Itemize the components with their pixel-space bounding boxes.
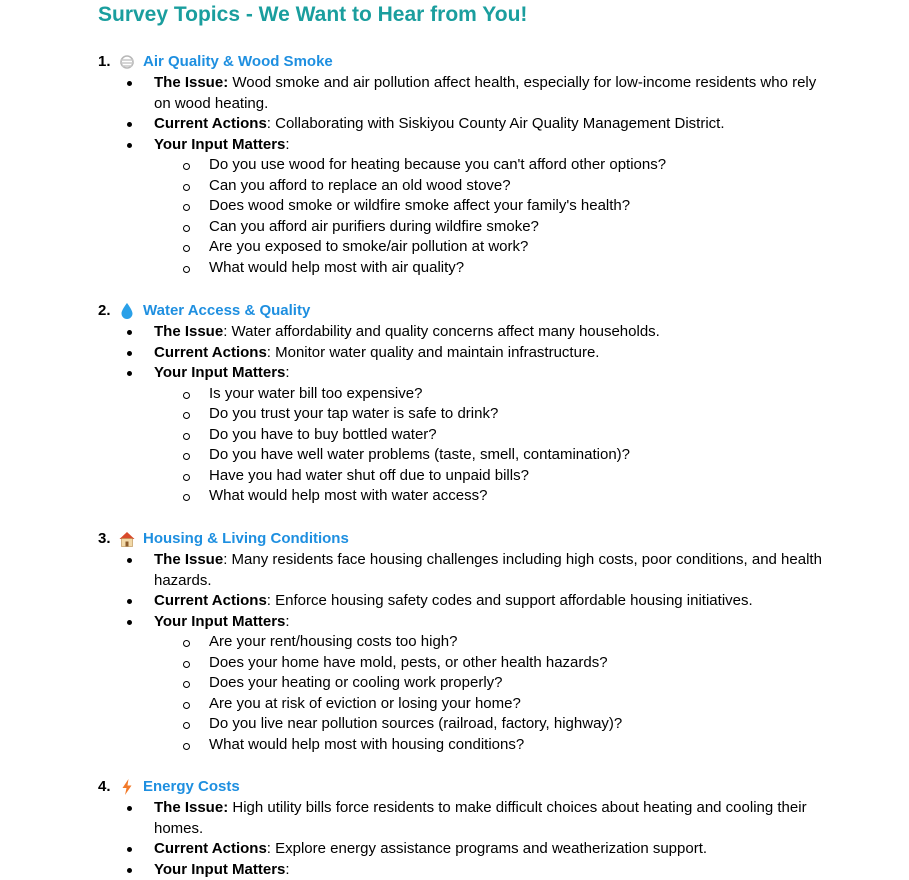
question-item: What would help most with air quality? — [209, 259, 465, 276]
issue-text — [154, 550, 834, 591]
question-item: Have you had water shut off due to unpaid bills? — [209, 467, 529, 484]
bullet-icon — [127, 806, 132, 811]
issue-label: The Issue — [154, 323, 224, 340]
actions-label: Current Actions — [154, 592, 267, 609]
question-item: Do you have well water problems (taste, smell, contamination)? — [209, 446, 631, 463]
input-suffix: : — [285, 861, 290, 878]
sub-bullet-icon — [183, 266, 190, 273]
input-heading — [154, 363, 834, 384]
input-label: Your Input Matters — [154, 136, 286, 153]
issue-label: The Issue: — [154, 799, 229, 816]
question-item: Can you afford to replace an old wood stove? — [209, 177, 511, 194]
actions-text — [154, 839, 834, 860]
question-item: Do you use wood for heating because you can't afford other options? — [209, 156, 667, 173]
input-heading — [154, 135, 834, 156]
question-item: Can you afford air purifiers during wildfire smoke? — [209, 218, 539, 235]
actions-label: Current Actions — [154, 115, 267, 132]
sub-bullet-icon — [183, 453, 190, 460]
input-heading — [154, 860, 834, 880]
input-suffix: : — [285, 364, 290, 381]
actions-body: : Enforce housing safety codes and support affordable housing initiatives. — [266, 592, 753, 609]
sub-bullet-icon — [183, 184, 190, 191]
bullet-icon — [127, 868, 132, 873]
input-label: Your Input Matters — [154, 861, 286, 878]
actions-label: Current Actions — [154, 344, 267, 361]
input-label: Your Input Matters — [154, 613, 286, 630]
sub-bullet-icon — [183, 743, 190, 750]
bullet-icon — [127, 351, 132, 356]
sub-bullet-icon — [183, 474, 190, 481]
bullet-icon — [127, 599, 132, 604]
input-suffix: : — [285, 613, 290, 630]
bullet-icon — [127, 558, 132, 563]
question-item: Are you exposed to smoke/air pollution at work? — [209, 238, 529, 255]
input-suffix: : — [285, 136, 290, 153]
issue-text — [154, 322, 834, 343]
input-heading — [154, 612, 834, 633]
section-number: 2. — [98, 302, 111, 319]
sub-bullet-icon — [183, 722, 190, 729]
bullet-icon — [127, 371, 132, 376]
issue-label: The Issue: — [154, 74, 229, 91]
sub-bullet-icon — [183, 661, 190, 668]
bullet-icon — [127, 143, 132, 148]
question-item: Do you live near pollution sources (railroad, factory, highway)? — [209, 715, 623, 732]
sub-bullet-icon — [183, 494, 190, 501]
question-item: Are your rent/housing costs too high? — [209, 633, 458, 650]
actions-body: : Collaborating with Siskiyou County Air Quality Management District. — [266, 115, 725, 132]
section-number: 1. — [98, 53, 111, 70]
issue-label: The Issue — [154, 551, 224, 568]
actions-body: : Monitor water quality and maintain infrastructure. — [266, 344, 600, 361]
question-item: What would help most with housing conditions? — [209, 736, 525, 753]
actions-label: Current Actions — [154, 840, 267, 857]
issue-body: High utility bills force residents to make difficult choices about heating and cooling their homes. — [154, 799, 807, 837]
sub-bullet-icon — [183, 204, 190, 211]
question-item: What would help most with water access? — [209, 487, 488, 504]
issue-body: : Water affordability and quality concerns affect many households. — [223, 323, 660, 340]
question-item: Is your water bill too expensive? — [209, 385, 423, 402]
bullet-icon — [127, 81, 132, 86]
bullet-icon — [127, 330, 132, 335]
page-title: Survey Topics - We Want to Hear from You! — [98, 3, 528, 26]
section-title: Water Access & Quality — [143, 302, 311, 319]
sub-bullet-icon — [183, 412, 190, 419]
sub-bullet-icon — [183, 433, 190, 440]
issue-body: Wood smoke and air pollution affect health, especially for low-income residents who rely on wood heating. — [154, 74, 817, 112]
issue-text — [154, 798, 834, 839]
actions-text — [154, 343, 834, 364]
lightning-bolt-icon — [118, 778, 136, 796]
input-label: Your Input Matters — [154, 364, 286, 381]
sub-bullet-icon — [183, 640, 190, 647]
bullet-icon — [127, 847, 132, 852]
question-item: Does your heating or cooling work properly? — [209, 674, 503, 691]
question-item: Are you at risk of eviction or losing your home? — [209, 695, 521, 712]
question-item: Does your home have mold, pests, or other health hazards? — [209, 654, 608, 671]
sub-bullet-icon — [183, 245, 190, 252]
sub-bullet-icon — [183, 225, 190, 232]
sub-bullet-icon — [183, 392, 190, 399]
issue-text — [154, 73, 834, 114]
question-item: Do you trust your tap water is safe to drink? — [209, 405, 499, 422]
section-title: Energy Costs — [143, 778, 240, 795]
sub-bullet-icon — [183, 163, 190, 170]
actions-text — [154, 591, 834, 612]
section-title: Air Quality & Wood Smoke — [143, 53, 333, 70]
section-number: 4. — [98, 778, 111, 795]
bullet-icon — [127, 620, 132, 625]
question-item: Does wood smoke or wildfire smoke affect your family's health? — [209, 197, 631, 214]
water-droplet-icon — [118, 302, 136, 320]
question-item: Do you have to buy bottled water? — [209, 426, 437, 443]
actions-body: : Explore energy assistance programs and weatherization support. — [266, 840, 708, 857]
section-title: Housing & Living Conditions — [143, 530, 349, 547]
fog-icon — [118, 53, 136, 71]
issue-body: : Many residents face housing challenges including high costs, poor conditions, and health hazards. — [154, 551, 822, 589]
house-icon — [118, 530, 136, 548]
section-number: 3. — [98, 530, 111, 547]
sub-bullet-icon — [183, 681, 190, 688]
bullet-icon — [127, 122, 132, 127]
actions-text — [154, 114, 834, 135]
sub-bullet-icon — [183, 702, 190, 709]
